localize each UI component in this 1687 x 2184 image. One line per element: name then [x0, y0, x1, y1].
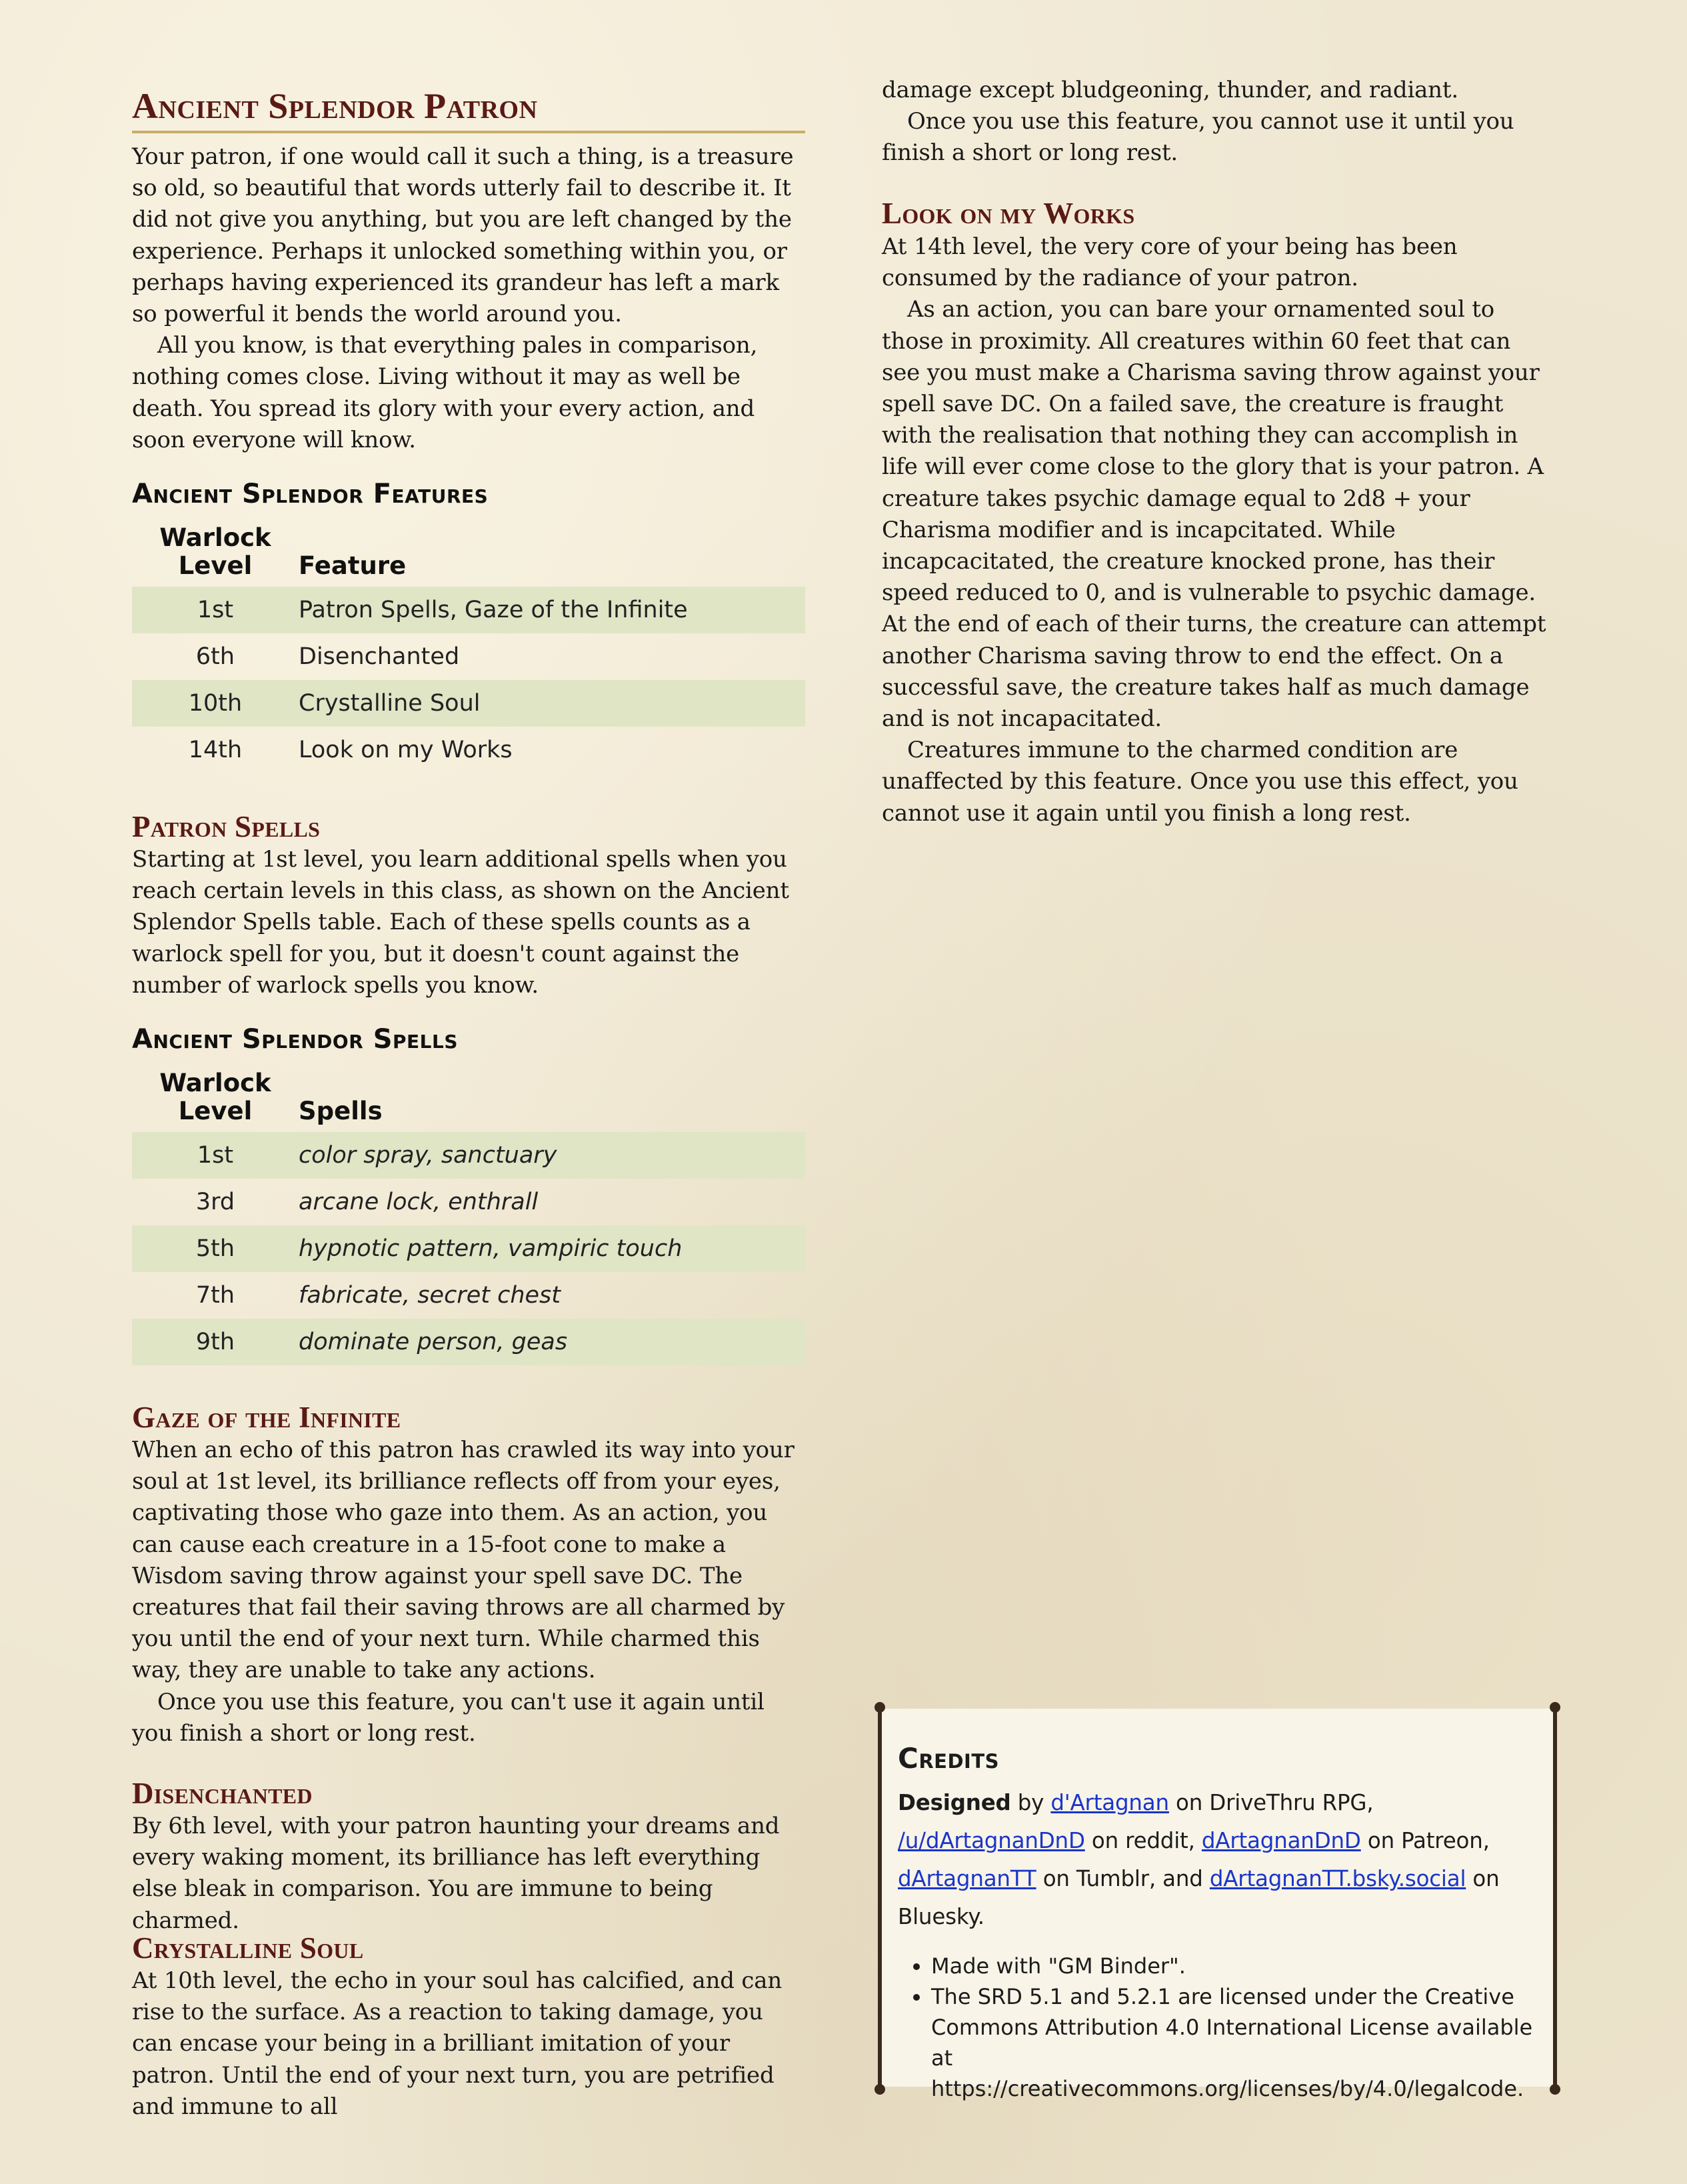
- feature-cell: Disenchanted: [299, 643, 460, 670]
- level-cell: 9th: [132, 1319, 299, 1365]
- table-row: [132, 1319, 805, 1365]
- intro-paragraph-2: All you know, is that everything pales in comparison, nothing comes close. Living without it may as well be death. You spread its glory with your every action, and soon everyone will know.: [132, 332, 758, 453]
- table-row: [132, 1179, 805, 1225]
- spells-table-title: Ancient Splendor Spells: [132, 1024, 459, 1055]
- credits-text: Designed by d'Artagnan on DriveThru RPG, /u/dArtagnanDnD on reddit, dArtagnanDnD on Patreon, dArtagnanTT on Tumblr, and dArtagnanTT.bsky.social on Bluesky.: [898, 1790, 1500, 1929]
- crystalline-section: [132, 1965, 805, 2123]
- page-title: Ancient Splendor Patron: [132, 86, 538, 126]
- spells-col-spells: Spells: [299, 1097, 383, 1125]
- gaze-heading: Gaze of the Infinite: [132, 1401, 401, 1434]
- credits-box: [882, 1709, 1553, 2101]
- spells-col-level: Warlock Level: [159, 1069, 271, 1125]
- spell-cell: hypnotic pattern, vampiric touch: [299, 1225, 805, 1272]
- credits-corner-ornament: [874, 1702, 885, 1713]
- level-cell: 7th: [195, 1282, 235, 1309]
- spell-cell: fabricate, secret chest: [299, 1282, 561, 1309]
- list-item: • The SRD 5.1 and 5.2.1 are licensed under the Creative Commons Attribution 4.0 International License available at https://creativecommons.org/licenses/by/4.0/legalcode.: [931, 1981, 1538, 2104]
- level-cell: 3rd: [195, 1189, 235, 1215]
- spells-table-header: [132, 1069, 805, 1132]
- designed-label: Designed: [898, 1790, 1011, 1815]
- link-tumblr[interactable]: dArtagnanTT: [898, 1866, 1036, 1891]
- intro-paragraph-1: Your patron, if one would call it such a thing, is a treasure so old, so beautiful that words utterly fail to describe it. It did not give you anything, but you are left changed by the experience. Perhaps it unlocked something within you, or perhaps having experienced its grandeur has left a mark so powerful it bends the world around you.: [132, 143, 794, 328]
- spell-cell: dominate person, geas: [299, 1319, 805, 1365]
- level-cell: 1st: [132, 587, 299, 633]
- credits-corner-ornament: [1550, 2084, 1560, 2095]
- level-cell: 1st: [132, 1132, 299, 1179]
- disenchanted-heading: Disenchanted: [132, 1777, 313, 1810]
- patron-spells-text: Starting at 1st level, you learn additional spells when you reach certain levels in this class, as shown on the Ancient Splendor Spells table. Each of these spells counts as a warlock spell for you, but it doesn't count against the number of warlock spells you know.: [132, 846, 789, 999]
- disenchanted-section: [132, 1811, 805, 1937]
- table-row: [132, 680, 805, 727]
- level-cell: 5th: [132, 1225, 299, 1272]
- spell-cell: color spray, sanctuary: [299, 1132, 805, 1179]
- level-cell: 14th: [188, 737, 243, 763]
- intro-section: [132, 141, 805, 456]
- credits-title: Credits: [898, 1742, 999, 1775]
- credits-corner-ornament: [874, 2084, 885, 2095]
- feature-cell: Look on my Works: [299, 737, 513, 763]
- table-row: [132, 1132, 805, 1179]
- crystalline-text-right: damage except bludgeoning, thunder, and radiant.: [882, 77, 1458, 103]
- crystalline-text-left: At 10th level, the echo in your soul has calcified, and can rise to the surface. As a reaction to taking damage, you can encase your being in a brilliant imitation of your patron. Until the end of your next turn, you are petrified and immune to all: [132, 1967, 783, 2120]
- look-paragraph-2: As an action, you can bare your ornamented soul to those in proximity. All creatures within 60 feet that can see you must make a Charisma saving throw against your spell save DC. On a failed save, the creature is fraught with the realisation that nothing they can accomplish in life will ever come close to the glory that is your patron. A creature takes psychic damage equal to 2d8 + your Charisma modifier and is incapcitated. While incapcacitated, the creature knocked prone, has their speed reduced to 0, and is vulnerable to psychic damage. At the end of each of their turns, the creature can attempt another Charisma saving throw to end the effect. On a successful save, the creature takes half as much damage and is not incapacitated.: [882, 296, 1546, 733]
- gaze-paragraph-2: Once you use this feature, you can't use it again until you finish a short or long rest.: [132, 1688, 765, 1747]
- crystalline-paragraph-2: Once you use this feature, you cannot use it until you finish a short or long rest.: [882, 108, 1514, 167]
- credits-corner-ornament: [1550, 1702, 1560, 1713]
- look-heading: Look on my Works: [882, 197, 1135, 230]
- features-col-feature: Feature: [299, 551, 407, 580]
- look-paragraph-3: Creatures immune to the charmed condition are unaffected by this feature. Once you use this effect, you cannot use it again until you finish a long rest.: [882, 737, 1518, 827]
- credits-right-border: [1553, 1706, 1557, 2089]
- table-row: [132, 727, 805, 773]
- features-table: [132, 524, 805, 773]
- crystalline-heading: Crystalline Soul: [132, 1931, 364, 1965]
- feature-cell: Patron Spells, Gaze of the Infinite: [299, 587, 805, 633]
- disenchanted-text: By 6th level, with your patron haunting your dreams and every waking moment, its brilliance has left everything else bleak in comparison. You are immune to being charmed.: [132, 1813, 780, 1934]
- table-row: [132, 587, 805, 633]
- features-col-level: Warlock Level: [159, 523, 271, 580]
- spells-table: [132, 1069, 805, 1365]
- credits-list: [898, 1951, 1538, 2104]
- link-reddit[interactable]: /u/dArtagnanDnD: [898, 1828, 1085, 1853]
- gaze-section: [132, 1435, 805, 1749]
- link-dartagnan[interactable]: d'Artagnan: [1050, 1790, 1169, 1815]
- feature-cell: Crystalline Soul: [299, 680, 805, 727]
- credits-content: [898, 1742, 1538, 2104]
- title-rule: [132, 131, 805, 133]
- table-row: [132, 1225, 805, 1272]
- level-cell: 6th: [195, 643, 235, 670]
- level-cell: 10th: [132, 680, 299, 727]
- credits-left-border: [878, 1706, 882, 2089]
- table-row: [132, 633, 805, 680]
- patron-spells-section: [132, 844, 805, 1001]
- table-row: [132, 1272, 805, 1319]
- look-paragraph-1: At 14th level, the very core of your being has been consumed by the radiance of your patron.: [882, 233, 1458, 292]
- patron-spells-heading: Patron Spells: [132, 810, 321, 843]
- list-item: • Made with "GM Binder".: [931, 1951, 1538, 1981]
- link-patreon[interactable]: dArtagnanDnD: [1201, 1828, 1361, 1853]
- crystalline-continued: [882, 75, 1555, 169]
- link-bluesky[interactable]: dArtagnanTT.bsky.social: [1209, 1866, 1466, 1891]
- features-table-title: Ancient Splendor Features: [132, 479, 489, 509]
- spell-cell: arcane lock, enthrall: [299, 1189, 539, 1215]
- features-table-header: [132, 524, 805, 587]
- look-section: [882, 231, 1555, 829]
- gaze-paragraph-1: When an echo of this patron has crawled its way into your soul at 1st level, its brilliance reflects off from your eyes, captivating those who gaze into them. As an action, you can cause each creature in a 15-foot cone to make a Wisdom saving throw against your spell save DC. The creatures that fail their saving throws are all charmed by you until the end of your next turn. While charmed this way, they are unable to take any actions.: [132, 1437, 795, 1684]
